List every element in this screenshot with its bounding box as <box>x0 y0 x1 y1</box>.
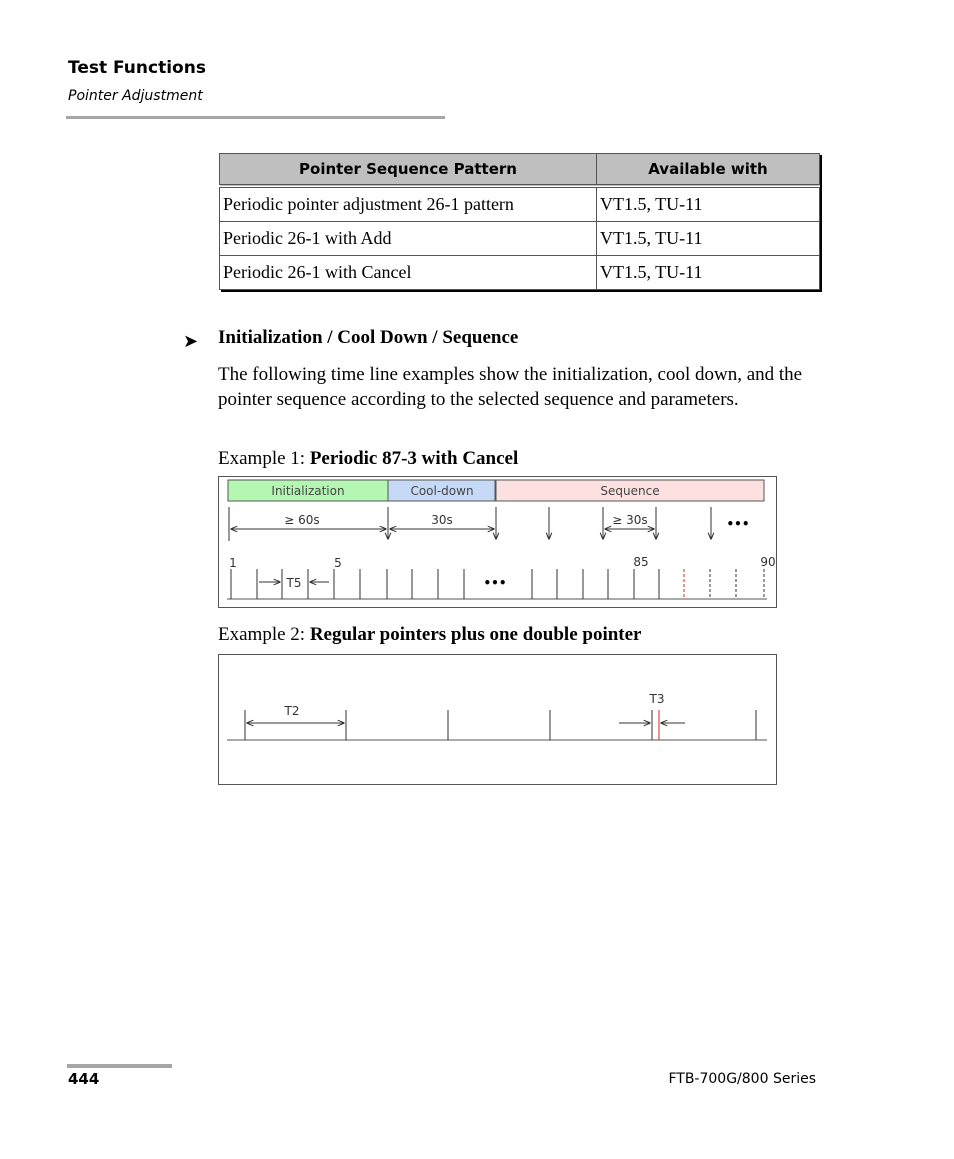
continuation-dots-bottom: ••• <box>483 576 507 590</box>
page-number: 444 <box>68 1070 100 1088</box>
t5-label: T5 <box>286 576 302 590</box>
pointer-number-90: 90 <box>760 555 776 569</box>
cool-duration-label: 30s <box>431 513 453 527</box>
product-series: FTB-700G/800 Series <box>668 1071 816 1087</box>
example1-timeline-figure <box>218 476 777 608</box>
phase-label-initialization: Initialization <box>271 484 345 498</box>
table-cell: Periodic 26-1 with Cancel <box>220 256 597 290</box>
continuation-dots-top: ••• <box>726 517 750 531</box>
footer-divider <box>67 1064 172 1068</box>
t2-label: T2 <box>284 704 300 718</box>
example2-prefix: Example 2: <box>218 624 310 645</box>
section-title: Initialization / Cool Down / Sequence <box>218 327 519 348</box>
pointer-number-5: 5 <box>334 556 342 570</box>
phase-label-cool-down: Cool-down <box>410 484 474 498</box>
example1-name: Periodic 87-3 with Cancel <box>309 448 519 469</box>
table-cell: Periodic 26-1 with Add <box>220 222 597 256</box>
pointer-number-85: 85 <box>633 555 649 569</box>
table-header-row <box>220 154 820 187</box>
bullet-arrow-icon: ➤ <box>183 331 199 352</box>
table-row <box>220 186 820 222</box>
example2-timeline-figure <box>218 654 777 785</box>
page-header-title: Test Functions <box>68 58 206 78</box>
table-row <box>220 222 820 256</box>
pointer-sequence-table <box>219 153 820 290</box>
header-divider <box>66 116 445 119</box>
page-header-subtitle: Pointer Adjustment <box>68 88 203 104</box>
init-duration-label: ≥ 60s <box>284 513 320 527</box>
example2-name: Regular pointers plus one double pointer <box>309 624 642 645</box>
column-header-available: Available with <box>597 154 820 187</box>
table-cell: VT1.5, TU-11 <box>597 186 820 222</box>
example1-prefix: Example 1: <box>218 448 310 469</box>
table-cell: VT1.5, TU-11 <box>597 222 820 256</box>
table-row <box>220 256 820 290</box>
table-cell: VT1.5, TU-11 <box>597 256 820 290</box>
example2-label <box>218 624 641 646</box>
pointer-number-1: 1 <box>229 556 237 570</box>
t3-label: T3 <box>649 692 665 706</box>
table-cell: Periodic pointer adjustment 26-1 pattern <box>220 186 597 222</box>
seq-duration-label: ≥ 30s <box>612 513 648 527</box>
section-paragraph: The following time line examples show the initialization, cool down, and the pointer sequence according to the selected sequence and parameters. <box>218 364 803 410</box>
phase-label-sequence: Sequence <box>600 484 660 498</box>
example1-label <box>218 448 518 470</box>
column-header-pattern: Pointer Sequence Pattern <box>220 154 597 187</box>
